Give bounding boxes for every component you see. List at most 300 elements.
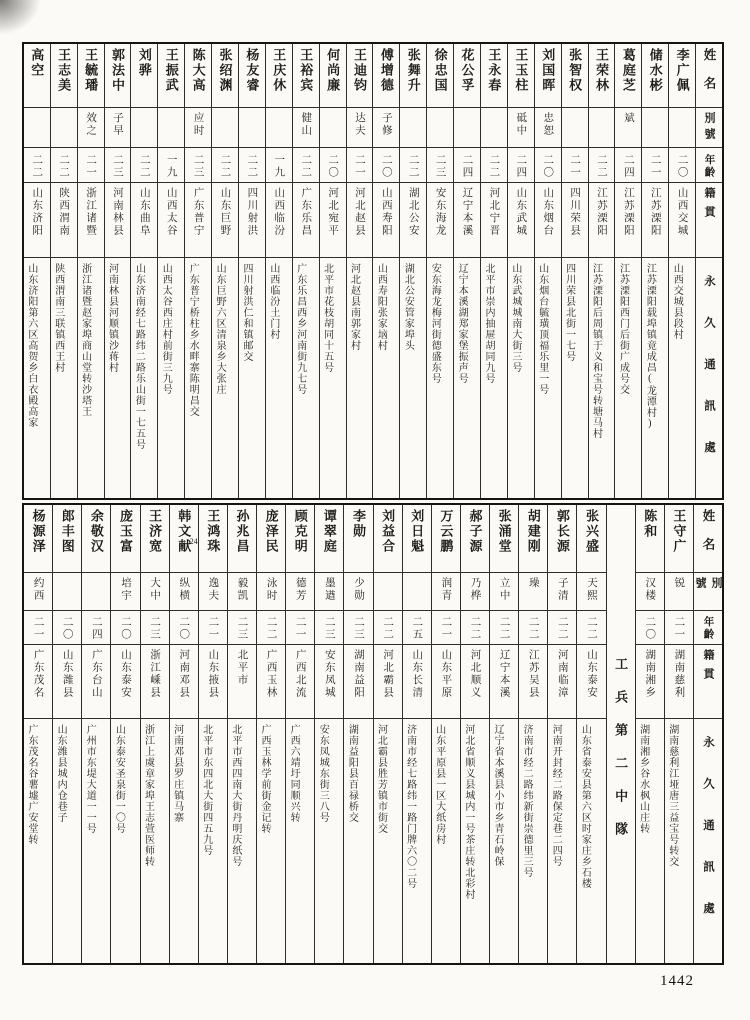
person-address-text: 山西临汾土门村 xyxy=(267,263,279,340)
person-address-text: 广东茂名谷薯墟广安堂转 xyxy=(26,724,37,845)
person-native xyxy=(519,645,547,719)
person-alias-text: 大中 xyxy=(149,577,161,602)
person-address xyxy=(320,258,346,498)
person-address-text: 江苏溧阳后周镇于义和宝号转塘马村 xyxy=(590,263,602,439)
person-address-text: 山东泰安圣泉街一〇号 xyxy=(113,724,125,834)
person-native xyxy=(158,183,184,258)
person-address-text: 湖南益阳县百禄桥交 xyxy=(346,724,358,823)
header-name-text: 姓名 xyxy=(702,48,717,105)
person-native-text: 广西玉林 xyxy=(265,649,277,699)
person-address xyxy=(185,258,211,498)
person-native xyxy=(636,645,664,719)
person-column xyxy=(285,505,314,963)
person-name-text: 李勋 xyxy=(350,509,366,539)
person-age xyxy=(403,611,431,645)
person-alias-text: 乃桦 xyxy=(469,577,481,602)
person-name xyxy=(508,44,534,108)
person-age-text: 二四 xyxy=(90,616,102,641)
person-name-text: 刘骅 xyxy=(136,48,152,78)
person-column xyxy=(238,44,265,498)
person-alias xyxy=(347,108,373,148)
header-name xyxy=(694,505,722,573)
person-age xyxy=(131,148,157,183)
person-address xyxy=(519,719,547,963)
person-age xyxy=(111,611,139,645)
person-name-text: 张涌堂 xyxy=(496,509,512,554)
directory-table-top xyxy=(22,42,724,500)
person-address xyxy=(400,258,426,498)
person-age-text: 二四 xyxy=(622,153,634,179)
person-name-text: 万云鹏 xyxy=(438,509,454,554)
person-native xyxy=(212,183,238,258)
person-address xyxy=(615,258,641,498)
person-name xyxy=(374,505,402,573)
person-address xyxy=(266,258,292,498)
person-age-text: 二三 xyxy=(149,616,161,641)
person-age-text: 二〇 xyxy=(327,153,339,179)
header-name-text: 姓名 xyxy=(700,509,715,566)
person-age xyxy=(212,148,238,183)
person-address-text: 山东济阳第六区高贺乡白衣殿高家 xyxy=(25,263,37,428)
person-address-text: 北平市东四北大街四五九号 xyxy=(200,724,212,856)
header-native-text: 籍貫 xyxy=(703,187,716,225)
person-alias-text: 锐 xyxy=(673,577,685,590)
person-address xyxy=(577,719,605,963)
person-alias xyxy=(170,573,198,611)
person-address xyxy=(665,719,693,963)
person-alias xyxy=(636,573,664,611)
person-alias-text: 子清 xyxy=(556,577,568,602)
person-native xyxy=(199,645,227,719)
person-column xyxy=(507,44,534,498)
person-name xyxy=(293,44,319,108)
person-name xyxy=(315,505,343,573)
person-native-text: 河北顺义 xyxy=(469,649,481,699)
person-age xyxy=(400,148,426,183)
person-name xyxy=(427,44,453,108)
person-address xyxy=(562,258,588,498)
header-address-text: 永久通訊處 xyxy=(701,736,714,944)
person-native-text: 湖南益阳 xyxy=(352,649,364,699)
person-name-text: 刘益合 xyxy=(380,509,396,554)
person-name-text: 王鸿珠 xyxy=(205,509,221,554)
person-column xyxy=(480,44,507,498)
person-native xyxy=(185,183,211,258)
person-name xyxy=(347,44,373,108)
person-address-text: 湖北公安管家埠头 xyxy=(402,263,414,351)
person-name xyxy=(519,505,547,573)
person-name-text: 葛庭芝 xyxy=(620,48,636,93)
person-native xyxy=(374,645,402,719)
person-column xyxy=(402,505,431,963)
person-column xyxy=(81,505,110,963)
person-name xyxy=(665,505,693,573)
person-native xyxy=(239,183,265,258)
header-age-text: 年齡 xyxy=(703,153,715,179)
person-native-text: 山西交城 xyxy=(676,187,688,237)
person-alias-text: 子早 xyxy=(111,112,123,137)
person-alias xyxy=(105,108,131,148)
person-name-text: 王毓璠 xyxy=(83,48,99,93)
person-name xyxy=(373,44,399,108)
person-age xyxy=(454,148,480,183)
person-column xyxy=(489,505,518,963)
person-name-text: 花公孚 xyxy=(459,48,475,93)
person-age xyxy=(615,148,641,183)
person-native xyxy=(481,183,507,258)
person-alias-text: 德芳 xyxy=(294,577,306,602)
person-column xyxy=(431,505,460,963)
person-name xyxy=(131,44,157,108)
person-column xyxy=(50,44,77,498)
person-address xyxy=(53,719,81,963)
person-native-text: 湖南慈利 xyxy=(673,649,685,699)
person-name-text: 王荣林 xyxy=(593,48,609,93)
header-age xyxy=(696,148,722,183)
person-native xyxy=(293,183,319,258)
person-column xyxy=(24,44,50,498)
person-age-text: 二四 xyxy=(515,153,527,179)
person-alias-text: 培宇 xyxy=(119,577,131,602)
person-native-text: 浙江诸暨 xyxy=(85,187,97,237)
person-age xyxy=(24,611,52,645)
person-age xyxy=(562,148,588,183)
person-alias xyxy=(131,108,157,148)
person-column xyxy=(130,44,157,498)
person-column xyxy=(169,505,198,963)
person-native xyxy=(490,645,518,719)
person-alias xyxy=(577,573,605,611)
person-column xyxy=(518,505,547,963)
person-age-text: 二一 xyxy=(294,616,306,641)
person-age xyxy=(185,148,211,183)
person-name xyxy=(24,505,52,573)
person-alias xyxy=(519,573,547,611)
person-alias xyxy=(158,108,184,148)
person-column xyxy=(198,505,227,963)
person-native-text: 浙江嵊县 xyxy=(149,649,161,699)
person-alias xyxy=(665,573,693,611)
person-name-text: 刘国晖 xyxy=(540,48,556,93)
person-age-text: 二三 xyxy=(192,153,204,179)
person-age xyxy=(286,611,314,645)
person-native xyxy=(642,183,668,258)
person-native xyxy=(141,645,169,719)
person-address xyxy=(286,719,314,963)
person-address-text: 四川荣县北街一七号 xyxy=(563,263,575,362)
person-age xyxy=(461,611,489,645)
person-age xyxy=(535,148,561,183)
person-address xyxy=(293,258,319,498)
person-native-text: 山东武城 xyxy=(515,187,527,237)
person-address-text: 四川射洪仁和镇邮交 xyxy=(240,263,252,362)
person-native-text: 安东凤城 xyxy=(323,649,335,699)
person-age-text: 二五 xyxy=(411,616,423,641)
person-native xyxy=(320,183,346,258)
person-name xyxy=(82,505,110,573)
person-alias xyxy=(427,108,453,148)
person-name-text: 张兴盛 xyxy=(583,509,599,554)
person-alias-text: 子修 xyxy=(380,112,392,137)
person-native-text: 江苏吴县 xyxy=(527,649,539,699)
person-alias xyxy=(111,573,139,611)
person-age-text: 二一 xyxy=(649,153,661,179)
person-address xyxy=(642,258,668,498)
person-age-text: 二〇 xyxy=(178,616,190,641)
person-address-text: 浙江上虞章家埠王志萱医师转 xyxy=(142,724,154,867)
header-age xyxy=(694,611,722,645)
person-alias xyxy=(642,108,668,148)
person-address xyxy=(347,258,373,498)
person-name-text: 王永春 xyxy=(486,48,502,93)
header-alias-text: 別號 xyxy=(703,112,716,144)
person-age xyxy=(344,611,372,645)
person-alias xyxy=(535,108,561,148)
person-age-text: 二一 xyxy=(440,616,452,641)
person-name-text: 庞玉富 xyxy=(117,509,133,554)
person-age-text: 二二 xyxy=(58,153,70,179)
person-alias xyxy=(239,108,265,148)
person-age-text: 二〇 xyxy=(119,616,131,641)
person-column xyxy=(227,505,256,963)
person-native xyxy=(266,183,292,258)
person-address-text: 辽宁本溪湖郑家堡振声号 xyxy=(456,263,468,384)
person-alias xyxy=(228,573,256,611)
person-column xyxy=(52,505,81,963)
person-name xyxy=(481,44,507,108)
person-address-text: 山东烟台毓璜顶福乐里一号 xyxy=(536,263,548,395)
person-name-text: 王裕宾 xyxy=(298,48,314,93)
person-name-text: 余敬汉 xyxy=(88,509,104,554)
page-number: 1442 xyxy=(660,973,694,989)
person-native-text: 山东潍县 xyxy=(61,649,73,699)
person-alias xyxy=(344,573,372,611)
person-age xyxy=(266,148,292,183)
person-name xyxy=(105,44,131,108)
person-address-text: 山西太谷西庄村前街三九号 xyxy=(160,263,172,395)
person-age-text: 一九 xyxy=(273,153,285,179)
person-alias-text: 纵横 xyxy=(178,577,190,602)
person-name-text: 傅增德 xyxy=(378,48,394,93)
person-name xyxy=(53,505,81,573)
person-name xyxy=(24,44,50,108)
person-name-text: 郎丰图 xyxy=(59,509,75,554)
person-name-text: 高空 xyxy=(29,48,45,78)
person-name xyxy=(185,44,211,108)
person-age xyxy=(199,611,227,645)
person-native-text: 山东巨野 xyxy=(219,187,231,237)
person-native-text: 辽宁本溪 xyxy=(461,187,473,237)
person-native xyxy=(286,645,314,719)
person-native xyxy=(615,183,641,258)
person-alias xyxy=(669,108,695,148)
person-native xyxy=(105,183,131,258)
person-column xyxy=(157,44,184,498)
person-age-text: 二二 xyxy=(488,153,500,179)
person-alias xyxy=(374,573,402,611)
person-address-text: 广东普宁桥柱乡水畔寨陈明昌交 xyxy=(187,263,199,417)
person-column xyxy=(24,505,52,963)
person-column xyxy=(426,44,453,498)
person-age-text: 二一 xyxy=(569,153,581,179)
person-alias-text: 少勋 xyxy=(352,577,364,602)
person-column xyxy=(211,44,238,498)
person-alias xyxy=(266,108,292,148)
person-alias xyxy=(199,573,227,611)
person-alias-text: 效之 xyxy=(85,112,97,137)
person-age-text: 二〇 xyxy=(644,616,656,641)
person-age-text: 二〇 xyxy=(542,153,554,179)
person-address-text: 山东潍县城内仓巷子 xyxy=(55,724,67,823)
unit-divider-label: 工兵第二中隊 xyxy=(613,657,629,855)
person-alias xyxy=(286,573,314,611)
person-address-text: 广西六靖圩同顺兴转 xyxy=(288,724,300,823)
person-column xyxy=(110,505,139,963)
person-address-text: 山东武城城南大街三号 xyxy=(509,263,521,373)
person-address xyxy=(454,258,480,498)
person-address xyxy=(111,719,139,963)
person-age xyxy=(642,148,668,183)
person-address-text: 济南市经二路纬新街崇德里三号 xyxy=(521,724,533,878)
person-native-text: 江苏溧阳 xyxy=(595,187,607,237)
person-name xyxy=(400,44,426,108)
person-column xyxy=(614,44,641,498)
person-address xyxy=(82,719,110,963)
person-age xyxy=(669,148,695,183)
person-native xyxy=(589,183,615,258)
person-age-text: 二二 xyxy=(527,616,539,641)
person-age-text: 二二 xyxy=(498,616,510,641)
person-name xyxy=(239,44,265,108)
person-alias-text: 润青 xyxy=(440,577,452,602)
person-column xyxy=(561,44,588,498)
person-age-text: 二三 xyxy=(236,616,248,641)
person-address-text: 山东平原县一区大纸房村 xyxy=(433,724,445,845)
person-address-text: 江苏溧阳西门后街广成号交 xyxy=(617,263,629,395)
person-column xyxy=(372,44,399,498)
person-address xyxy=(669,258,695,498)
person-alias xyxy=(320,108,346,148)
person-native-text: 广东乐昌 xyxy=(300,187,312,237)
person-alias-text: 璪 xyxy=(527,577,539,590)
person-native xyxy=(53,645,81,719)
person-note: 24 xyxy=(189,537,198,546)
person-alias xyxy=(24,573,52,611)
header-alias xyxy=(694,573,722,611)
person-age xyxy=(239,148,265,183)
person-age xyxy=(374,611,402,645)
person-age-text: 二〇 xyxy=(676,153,688,179)
header-address xyxy=(694,719,722,963)
person-alias-text: 达夫 xyxy=(353,112,365,137)
person-name xyxy=(51,44,77,108)
person-age xyxy=(508,148,534,183)
person-age xyxy=(78,148,104,183)
person-name-text: 郭长源 xyxy=(554,509,570,554)
person-alias-text: 汉楼 xyxy=(644,577,656,602)
person-age xyxy=(158,148,184,183)
person-native xyxy=(535,183,561,258)
person-name-text: 王庆休 xyxy=(271,48,287,93)
person-native xyxy=(78,183,104,258)
person-native-text: 山东曲阜 xyxy=(138,187,150,237)
person-age xyxy=(53,611,81,645)
person-native xyxy=(347,183,373,258)
person-name-text: 孙兆昌 xyxy=(234,509,250,554)
person-age-text: 二二 xyxy=(407,153,419,179)
person-native xyxy=(400,183,426,258)
person-alias-text: 天熙 xyxy=(585,577,597,602)
person-name-text: 王玉柱 xyxy=(513,48,529,93)
header-address-text: 永久通訊處 xyxy=(703,275,716,483)
person-alias xyxy=(78,108,104,148)
person-column xyxy=(319,44,346,498)
person-native-text: 山东济阳 xyxy=(31,187,43,237)
person-name-text: 徐忠国 xyxy=(432,48,448,93)
person-name xyxy=(170,505,198,573)
person-alias xyxy=(293,108,319,148)
person-alias-text: 忠恕 xyxy=(542,112,554,137)
person-address-text: 北平市西四南大街丹明庆纸号 xyxy=(229,724,241,867)
person-alias xyxy=(615,108,641,148)
person-name-text: 张绍渊 xyxy=(217,48,233,93)
person-alias xyxy=(461,573,489,611)
person-name xyxy=(403,505,431,573)
person-column xyxy=(373,505,402,963)
header-column xyxy=(695,44,722,498)
header-native-text: 籍貫 xyxy=(701,649,714,687)
person-name xyxy=(454,44,480,108)
person-native-text: 山东平原 xyxy=(440,649,452,699)
person-address-text: 安东凤城东街三八号 xyxy=(317,724,329,823)
person-column xyxy=(664,505,693,963)
person-address xyxy=(461,719,489,963)
person-alias-text: 应时 xyxy=(192,112,204,137)
person-address xyxy=(490,719,518,963)
person-address xyxy=(228,719,256,963)
person-name xyxy=(286,505,314,573)
person-native-text: 河南邓县 xyxy=(178,649,190,699)
person-name xyxy=(669,44,695,108)
person-address-text: 山东省泰安县第六区时家庄乡石楼 xyxy=(579,724,591,889)
person-address xyxy=(105,258,131,498)
person-address-text: 山东巨野六区清泉乡大张庄 xyxy=(214,263,226,395)
person-age xyxy=(665,611,693,645)
person-age-text: 二二 xyxy=(246,153,258,179)
person-alias xyxy=(373,108,399,148)
person-name-text: 张舞升 xyxy=(405,48,421,93)
person-native xyxy=(432,645,460,719)
person-alias-text: 逸夫 xyxy=(207,577,219,602)
person-age-text: 二三 xyxy=(434,153,446,179)
person-column xyxy=(346,44,373,498)
header-name xyxy=(696,44,722,108)
person-age xyxy=(228,611,256,645)
person-address xyxy=(548,719,576,963)
person-column xyxy=(576,505,605,963)
person-column xyxy=(77,44,104,498)
person-age-text: 二一 xyxy=(32,616,44,641)
person-name-text: 王振武 xyxy=(163,48,179,93)
person-address xyxy=(158,258,184,498)
person-alias xyxy=(481,108,507,148)
person-address-text: 山西寿阳张家垴村 xyxy=(375,263,387,351)
person-name-text: 李广佩 xyxy=(674,48,690,93)
person-age xyxy=(51,148,77,183)
person-address-text: 安东海龙梅河街德盛东号 xyxy=(429,263,441,384)
person-address-text: 广东乐昌西乡河南街九七号 xyxy=(294,263,306,395)
person-native-text: 湖北公安 xyxy=(407,187,419,237)
